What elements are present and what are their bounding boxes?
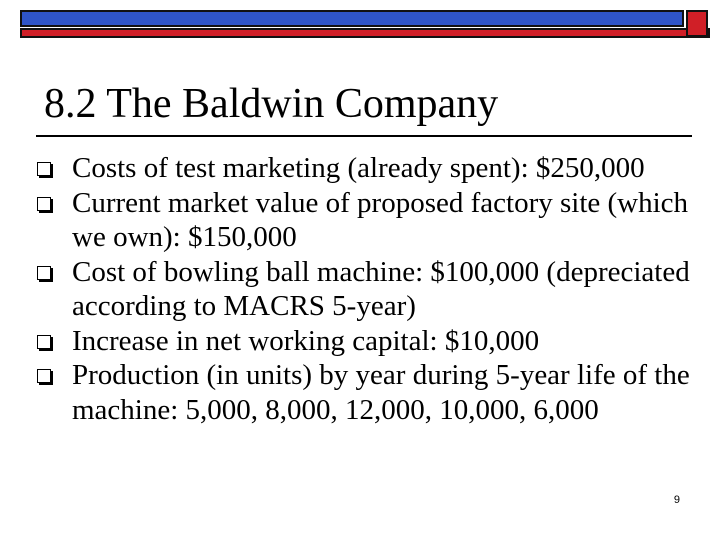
bullet-item — [36, 186, 696, 255]
bullet-item — [36, 255, 696, 324]
bullet-text: Costs of test marketing (already spent): $250,000 — [72, 152, 645, 184]
banner-blue-bar — [20, 10, 684, 27]
bullet-item — [36, 358, 696, 427]
page-number: 9 — [673, 494, 680, 506]
hollow-square-bullet-icon — [37, 162, 51, 176]
slide-title: 8.2 The Baldwin Company — [44, 81, 499, 127]
bullet-text: Production (in units) by year during 5-year life of the machine: 5,000, 8,000, 12,000, 10,000, 6,000 — [72, 359, 690, 426]
banner-red-bar — [20, 28, 710, 38]
bullet-text: Cost of bowling ball machine: $100,000 (depreciated according to MACRS 5-year) — [72, 255, 690, 322]
hollow-square-bullet-icon — [37, 335, 51, 349]
bullet-text: Current market value of proposed factory site (which we own): $150,000 — [72, 186, 689, 253]
hollow-square-bullet-icon — [37, 266, 51, 280]
decorative-banner — [20, 10, 710, 40]
hollow-square-bullet-icon — [37, 369, 51, 383]
bullet-list — [36, 151, 696, 427]
banner-red-square — [686, 10, 708, 37]
bullet-text: Increase in net working capital: $10,000 — [72, 324, 540, 357]
title-underline — [36, 135, 692, 137]
bullet-item — [36, 324, 696, 359]
bullet-item — [36, 151, 696, 186]
hollow-square-bullet-icon — [37, 197, 51, 211]
